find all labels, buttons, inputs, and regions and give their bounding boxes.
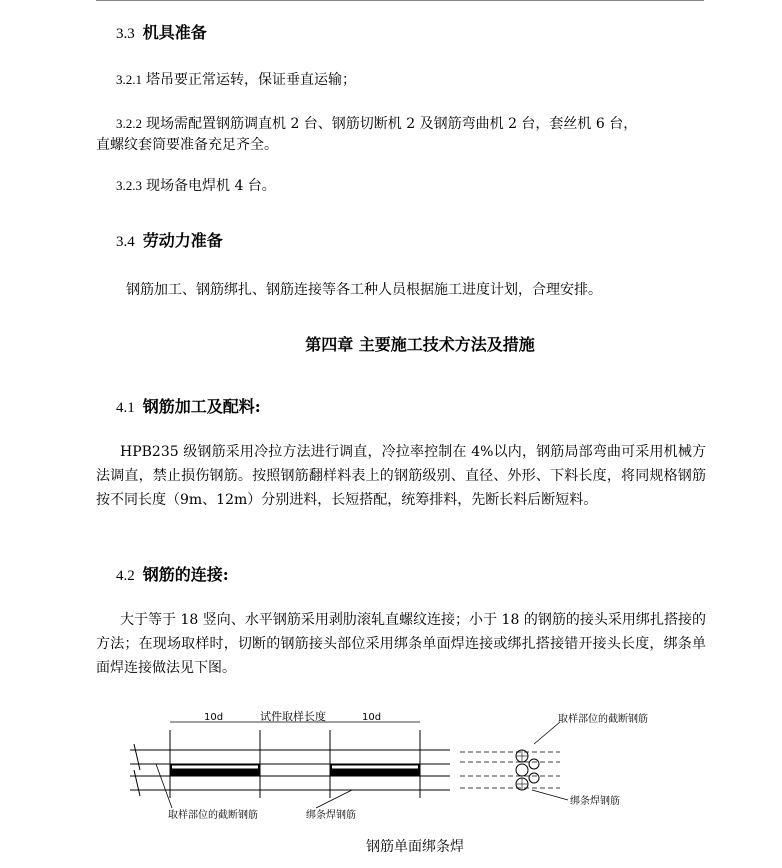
- heading-title: 钢筋加工及配料:: [142, 397, 261, 416]
- item-3-2-1: [116, 68, 356, 92]
- label-test-length: 试件取样长度: [260, 710, 326, 723]
- item-text: 塔吊要正常运转，保证垂直运输；: [146, 72, 356, 88]
- item-3-2-3: [116, 174, 276, 198]
- label-10d-left: 10d: [204, 712, 224, 723]
- item-number: 3.2.3: [116, 178, 142, 193]
- label-cut-bar-right: 取样部位的截断钢筋: [558, 714, 648, 725]
- item-3-2-2-line2: 直螺纹套筒要准备充足齐全。: [96, 137, 278, 153]
- heading-title: 机具准备: [142, 23, 207, 42]
- heading-number: 3.4: [116, 234, 135, 250]
- heading-title: 钢筋的连接:: [142, 565, 229, 584]
- item-number: 3.2.1: [116, 72, 142, 87]
- heading-number: 3.3: [116, 26, 135, 42]
- label-weld-bar-left: 绑条焊钢筋: [306, 810, 356, 821]
- paragraph-4-1: HPB235 级钢筋采用冷拉方法进行调直，冷拉率控制在 4%以内，钢筋局部弯曲可采用机械方法调直，禁止损伤钢筋。按照钢筋翻样料表上的钢筋级别、直径、外形、下料长度，将同规格钢筋按不同长度（9m、12m）分别进料，长短搭配，统筹排料，先断长料后断短料。: [96, 444, 706, 508]
- paragraph-3-4: 钢筋加工、钢筋绑扎、钢筋连接等各工种人员根据施工进度计划，合理安排。: [126, 282, 602, 298]
- item-number: 3.2.2: [116, 116, 142, 131]
- label-weld-bar-right: 绑条焊钢筋: [570, 796, 620, 807]
- label-cut-bar-left: 取样部位的截断钢筋: [168, 810, 258, 821]
- item-text: 现场需配置钢筋调直机 2 台、钢筋切断机 2 及钢筋弯曲机 2 台，套丝机 6 台，: [146, 116, 638, 132]
- heading-4-2: [116, 562, 229, 585]
- paragraph-4-2: 大于等于 18 竖向、水平钢筋采用剥肋滚轧直螺纹连接；小于 18 的钢筋的接头采用绑扎搭接的方法；在现场取样时，切断的钢筋接头部位采用绑条单面焊连接或绑扎搭接错开接头长度，绑条单面焊连接做法见下图。: [96, 612, 706, 676]
- heading-title: 劳动力准备: [142, 231, 223, 250]
- heading-3-3: [116, 20, 207, 43]
- heading-number: 4.1: [116, 400, 135, 416]
- label-10d-right: 10d: [362, 712, 382, 723]
- heading-number: 4.2: [116, 568, 135, 584]
- heading-4-1: [116, 394, 261, 417]
- top-rule: [96, 0, 704, 1]
- left-drawing: [130, 722, 450, 808]
- figure-caption: 钢筋单面绑条焊: [366, 839, 464, 855]
- chapter-title: 第四章 主要施工技术方法及措施: [305, 335, 535, 354]
- right-drawing: [460, 722, 568, 800]
- item-text: 现场备电焊机 4 台。: [146, 178, 276, 194]
- weld-diagram: [120, 700, 720, 830]
- heading-3-4: [116, 228, 223, 251]
